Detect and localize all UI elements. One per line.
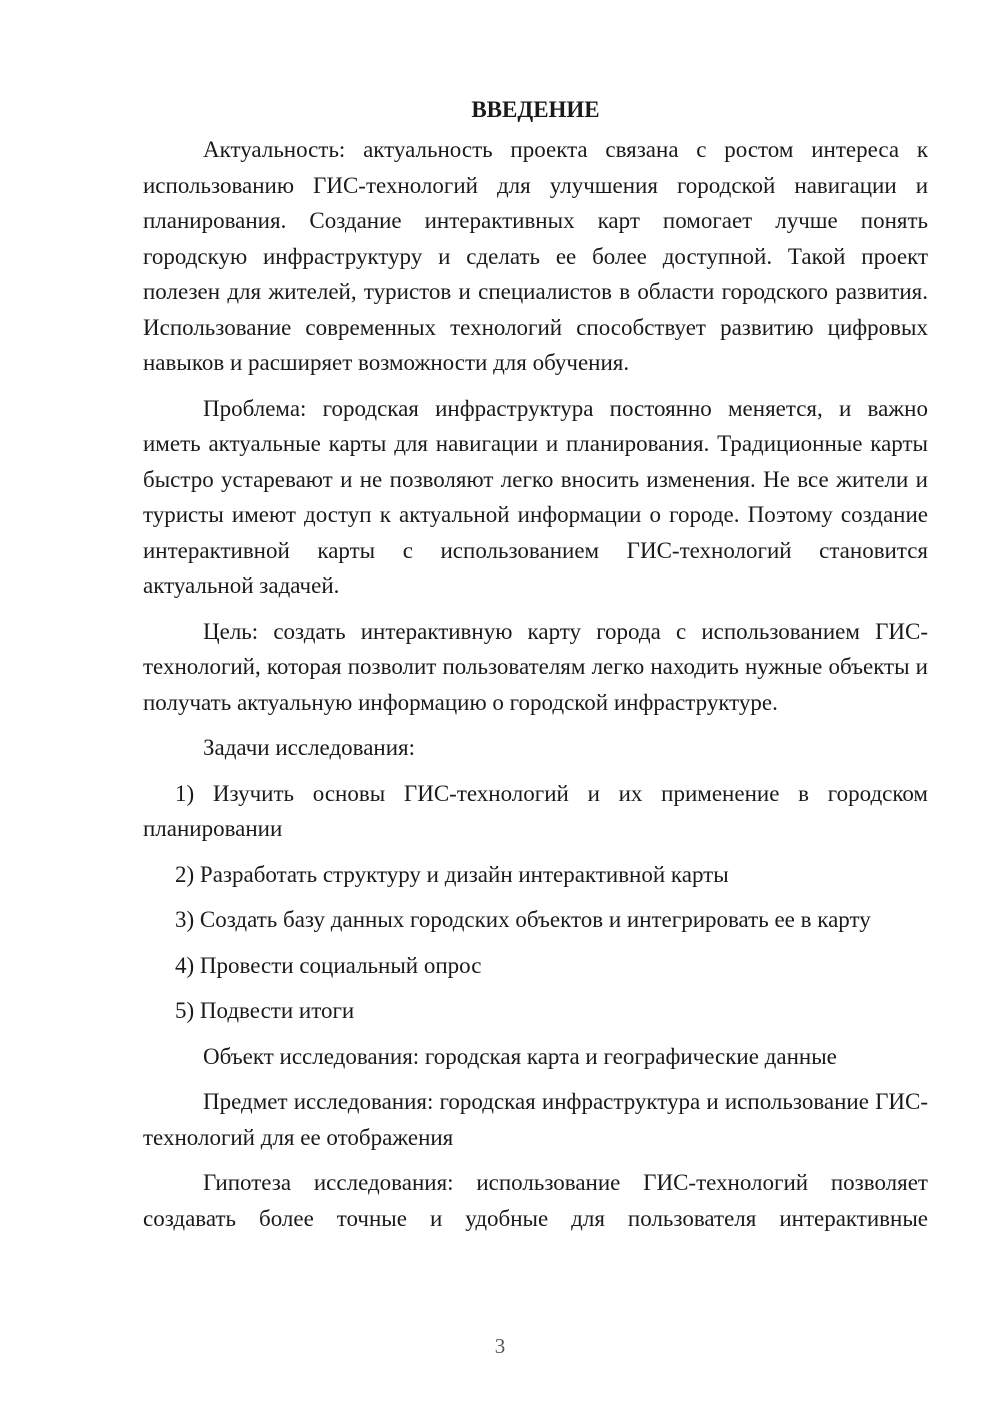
paragraph-subject: Предмет исследования: городская инфраструктура и использование ГИС-технологий для ее отображения (143, 1089, 928, 1150)
paragraph-hypothesis: Гипотеза исследования: использование ГИС-технологий позволяет создавать более точные и удобные для пользователя интерактивные (143, 1170, 928, 1231)
task-item-2: 2) Разработать структуру и дизайн интерактивной карты (175, 861, 729, 887)
task-item-4: 4) Провести социальный опрос (175, 952, 482, 978)
paragraph-object: Объект исследования: городская карта и географические данные (203, 1043, 837, 1069)
document-page (143, 92, 928, 1246)
paragraph-goal: Цель: создать интерактивную карту города с использованием ГИС-технологий, которая позволит пользователям легко находить нужные объекты и получать актуальную информацию о городской инфраструктуре. (143, 618, 928, 715)
paragraph-tasks-heading: Задачи исследования: (203, 735, 416, 760)
task-item-1: 1) Изучить основы ГИС-технологий и их применение в городском планировании (143, 780, 928, 841)
paragraph-relevance: Актуальность: актуальность проекта связана с ростом интереса к использованию ГИС-технологий для улучшения городской навигации и планирования. Создание интерактивных карт помогает лучше понять городскую инфраструктуру и сделать ее более доступной. Такой проект полезен для жителей, туристов и специалистов в области городского развития. Использование современных технологий способствует развитию цифровых навыков и расширяет возможности для обучения. (143, 137, 928, 375)
paragraph-problem: Проблема: городская инфраструктура постоянно меняется, и важно иметь актуальные карты для навигации и планирования. Традиционные карты быстро устаревают и не позволяют легко вносить изменения. Не все жители и туристы имеют доступ к актуальной информации о городе. Поэтому создание интерактивной карты с использованием ГИС-технологий становится актуальной задачей. (143, 395, 928, 598)
task-item-5: 5) Подвести итоги (175, 998, 355, 1023)
section-title: ВВЕДЕНИЕ (471, 97, 600, 122)
page-number: 3 (494, 1334, 506, 1358)
task-item-3: 3) Создать базу данных городских объектов и интегрировать ее в карту (175, 907, 871, 932)
